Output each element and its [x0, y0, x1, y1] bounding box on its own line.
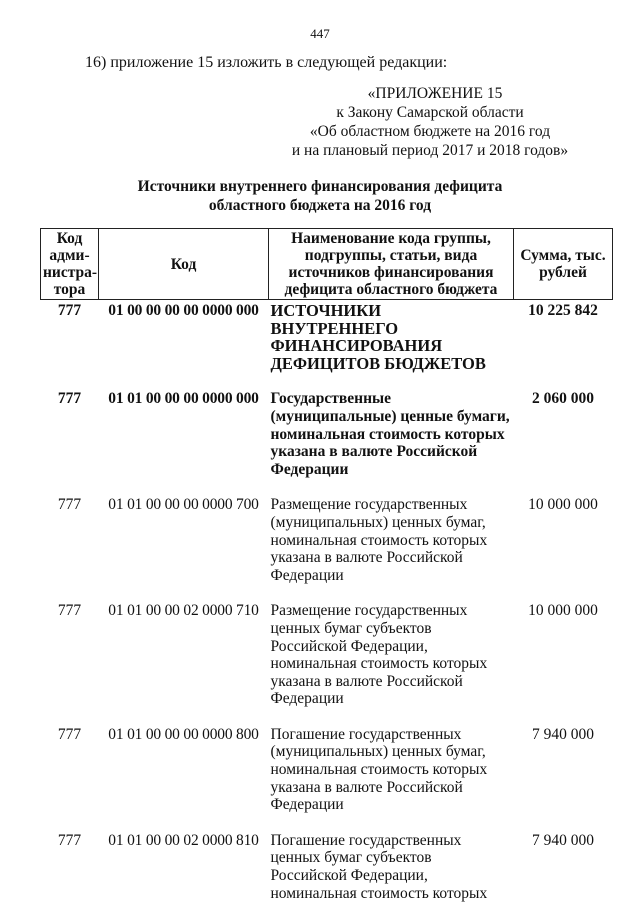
- row-sum: 10 000 000: [528, 496, 598, 514]
- row-name: Погашение государственных (муниципальных) ценных бумаг, номинальная стоимость которых указана в валюте Российской Федерации: [270, 725, 488, 814]
- row-code: 01 01 00 00 00 0000 700: [108, 496, 259, 514]
- appendix-line-2: к Закону Самарской области: [336, 104, 524, 121]
- header-admin-code: Код адми-нистра-тора: [41, 229, 99, 300]
- row-admin-code: 777: [57, 302, 82, 319]
- row-code: 01 01 00 00 00 0000 000: [108, 390, 259, 408]
- row-sum: 2 060 000: [532, 390, 594, 408]
- header-sum: Сумма, тыс. рублей: [514, 229, 613, 300]
- document-title: [0, 177, 640, 215]
- appendix-line-4: и на плановый период 2017 и 2018 годов»: [291, 142, 569, 159]
- row-name: Размещение государственных ценных бумаг субъектов Российской Федерации, номинальная стоимость которых указана в валюте Российской Федерации: [270, 602, 488, 708]
- row-admin-code: 777: [57, 602, 82, 620]
- page-number: 447: [310, 26, 330, 41]
- header-name: Наименование кода группы, подгруппы, статьи, вида источников финансирования дефицита областного бюджета: [269, 229, 514, 300]
- appendix-line-3: «Об областном бюджете на 2016 год: [309, 123, 551, 140]
- row-name: Государственные (муниципальные) ценные бумаги, номинальная стоимость которых указана в валюте Российской Федерации: [270, 390, 510, 478]
- row-admin-code: 777: [57, 725, 82, 743]
- document-title-line-1: Источники внутреннего финансирования дефицита: [137, 178, 503, 195]
- document-title-line-2: областного бюджета на 2016 год: [208, 197, 432, 214]
- row-sum: 10 000 000: [528, 602, 598, 620]
- row-sum: 7 940 000: [532, 725, 594, 743]
- financing-sources-table: [40, 228, 613, 920]
- table-row: [41, 726, 613, 832]
- table-row: [41, 496, 613, 602]
- row-code: 01 01 00 00 02 0000 810: [108, 831, 259, 849]
- row-name: ИСТОЧНИКИ ВНУТРЕННЕГО ФИНАНСИРОВАНИЯ ДЕФИЦИТОВ БЮДЖЕТОВ: [270, 301, 486, 373]
- row-sum: 10 225 842: [528, 302, 598, 319]
- row-admin-code: 777: [57, 496, 82, 514]
- row-name: Размещение государственных (муниципальных) ценных бумаг, номинальная стоимость которых указана в валюте Российской Федерации: [270, 496, 488, 584]
- row-admin-code: 777: [57, 831, 82, 849]
- table-row: [41, 390, 613, 496]
- row-code: 01 01 00 00 02 0000 710: [108, 602, 259, 620]
- row-name: Погашение государственных ценных бумаг субъектов Российской Федерации, номинальная стоимость которых: [270, 831, 488, 902]
- header-code: Код: [99, 229, 269, 300]
- row-code: 01 01 00 00 00 0000 800: [108, 725, 259, 743]
- appendix-line-1: «ПРИЛОЖЕНИЕ 15: [367, 85, 503, 102]
- table-row: [41, 300, 613, 391]
- table-header-row: [41, 229, 613, 300]
- appendix-header: [260, 84, 600, 160]
- table-row: [41, 602, 613, 726]
- row-code: 01 00 00 00 00 0000 000: [108, 302, 259, 319]
- row-sum: 7 940 000: [532, 831, 594, 849]
- intro-paragraph: 16) приложение 15 изложить в следующей редакции:: [85, 54, 448, 71]
- table-row: [41, 832, 613, 920]
- row-admin-code: 777: [57, 390, 82, 408]
